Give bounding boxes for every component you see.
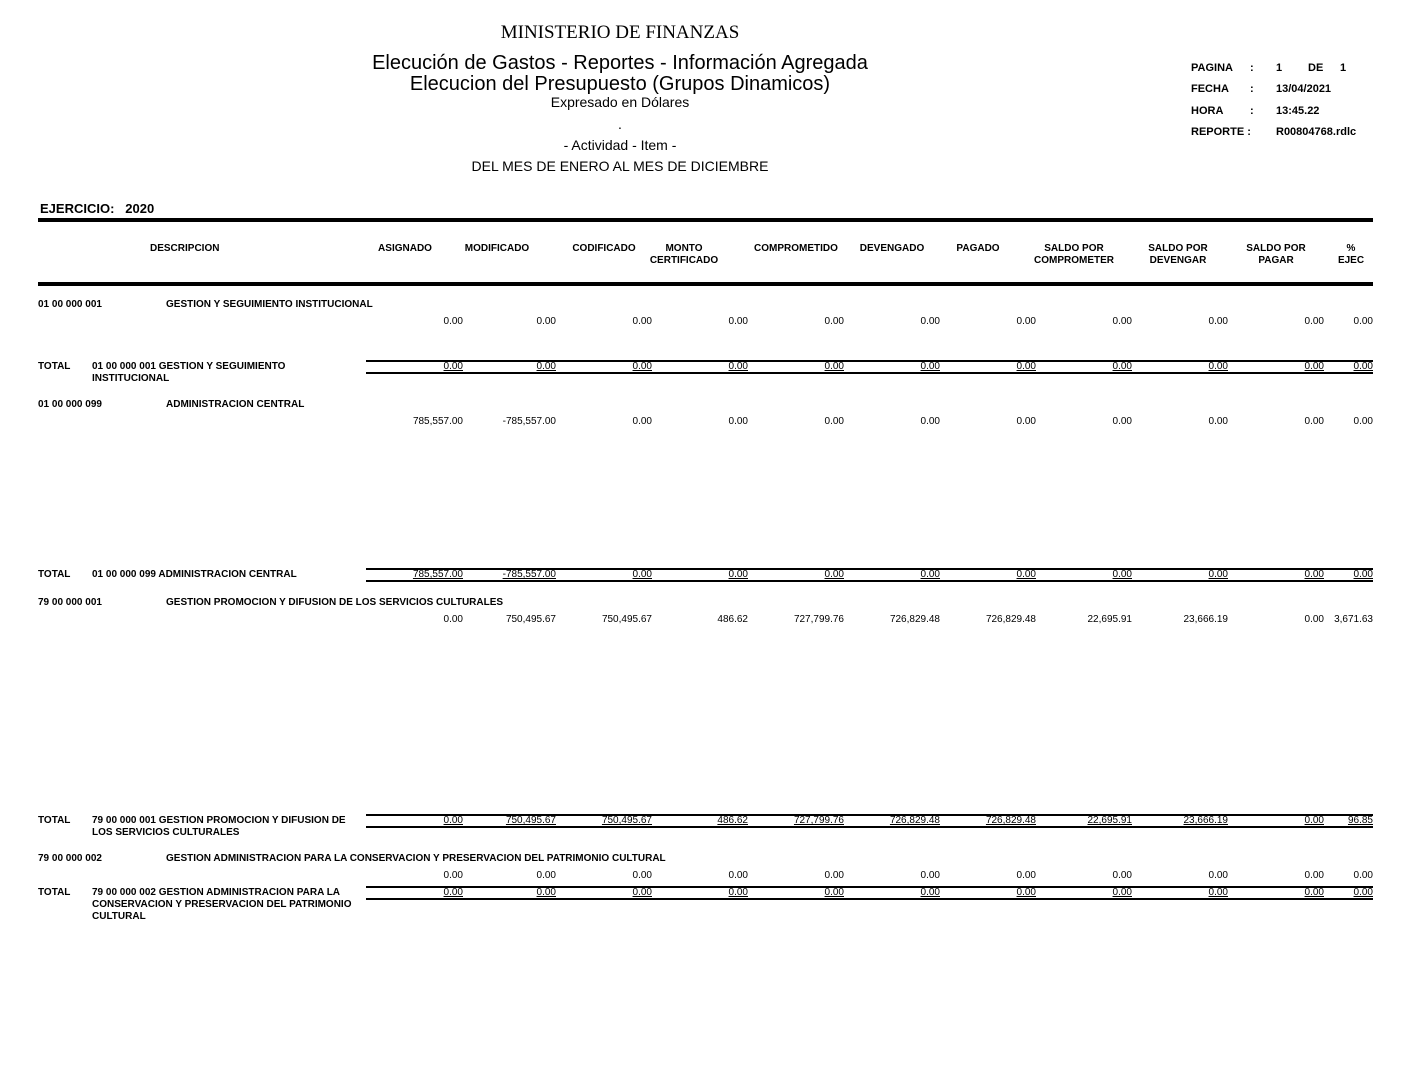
total-codificado: 0.00: [632, 361, 652, 372]
value-modificado: 750,495.67: [505, 614, 556, 625]
value-devengado: 0.00: [920, 316, 940, 327]
total-devengado: 0.00: [920, 361, 940, 372]
col-sc-line2: COMPROMETER: [1034, 255, 1114, 266]
value-codificado: 750,495.67: [601, 614, 652, 625]
value-comprometido: 0.00: [824, 416, 844, 427]
total-asignado: 0.00: [443, 361, 463, 372]
value-saldo-pagar: 0.00: [1304, 416, 1324, 427]
activity-code: 79 00 000 002: [38, 853, 102, 864]
reporte-label: REPORTE :: [1191, 126, 1251, 138]
total-comprometido: 0.00: [824, 361, 844, 372]
separator-dot: .: [618, 116, 622, 132]
value-saldo-pagar: 0.00: [1304, 316, 1324, 327]
value-comprometido: 727,799.76: [793, 614, 844, 625]
col-pe-line1: %: [1346, 243, 1356, 254]
ejercicio-label: [40, 201, 154, 216]
value-comprometido: 0.00: [824, 870, 844, 881]
total-bottom-rule: [366, 826, 1373, 828]
total-saldo-pagar: 0.00: [1304, 569, 1324, 580]
total-saldo-devengar: 0.00: [1208, 361, 1228, 372]
col-sc-line1: SALDO POR: [1044, 243, 1104, 254]
total-saldo-pagar: 0.00: [1304, 815, 1324, 826]
ejercicio-value: 2020: [125, 201, 155, 216]
hora-label: HORA: [1191, 105, 1224, 117]
value-saldo-devengar: 0.00: [1208, 316, 1228, 327]
value-saldo-devengar: 23,666.19: [1183, 614, 1228, 625]
value-devengado: 0.00: [920, 416, 940, 427]
col-comprometido: COMPROMETIDO: [754, 243, 838, 254]
hora-colon: :: [1250, 105, 1254, 117]
ejercicio-key: EJERCICIO:: [40, 201, 115, 216]
col-asignado: ASIGNADO: [378, 243, 432, 254]
value-comprometido: 0.00: [824, 316, 844, 327]
total-modificado: -785,557.00: [502, 569, 556, 580]
total-devengado: 0.00: [920, 569, 940, 580]
value-asignado: 0.00: [443, 614, 463, 625]
total-modificado: 0.00: [536, 887, 556, 898]
total-comprometido: 0.00: [824, 569, 844, 580]
total-saldo-pagar: 0.00: [1304, 361, 1324, 372]
col-pagado: PAGADO: [956, 243, 1000, 254]
value-saldo-comprometer: 22,695.91: [1087, 614, 1132, 625]
value-porcentaje-ejec: 0.00: [1353, 870, 1373, 881]
total-asignado: 0.00: [443, 815, 463, 826]
value-saldo-comprometer: 0.00: [1112, 316, 1132, 327]
total-codificado: 0.00: [632, 887, 652, 898]
value-asignado: 0.00: [443, 870, 463, 881]
total-saldo-comprometer: 0.00: [1112, 887, 1132, 898]
value-certificado: 486.62: [717, 614, 748, 625]
report-title: Elecución de Gastos - Reportes - Información Agregada: [372, 52, 868, 74]
value-devengado: 0.00: [920, 870, 940, 881]
total-certificado: 486.62: [717, 815, 748, 826]
value-saldo-pagar: 0.00: [1304, 614, 1324, 625]
total-bottom-rule: [366, 898, 1373, 900]
total-asignado: 0.00: [443, 887, 463, 898]
activity-name: GESTION ADMINISTRACION PARA LA CONSERVACION Y PRESERVACION DEL PATRIMONIO CULTURAL: [166, 853, 666, 864]
fecha-label: FECHA: [1191, 83, 1229, 95]
total-certificado: 0.00: [728, 887, 748, 898]
ministry-title: MINISTERIO DE FINANZAS: [500, 22, 740, 43]
total-label: TOTAL: [38, 887, 71, 898]
fecha-value: 13/04/2021: [1276, 83, 1332, 95]
total-saldo-devengar: 23,666.19: [1183, 815, 1228, 826]
total-label: TOTAL: [38, 361, 71, 372]
col-sp-line1: SALDO POR: [1246, 243, 1306, 254]
total-pagado: 0.00: [1016, 569, 1036, 580]
value-codificado: 0.00: [632, 416, 652, 427]
col-monto-certificado: [640, 243, 728, 267]
total-saldo-comprometer: 22,695.91: [1087, 815, 1132, 826]
total-devengado: 726,829.48: [889, 815, 940, 826]
activity-code: 79 00 000 001: [38, 597, 102, 608]
period-label: DEL MES DE ENERO AL MES DE DICIEMBRE: [471, 158, 769, 174]
total-saldo-devengar: 0.00: [1208, 887, 1228, 898]
value-codificado: 0.00: [632, 316, 652, 327]
value-pagado: 0.00: [1016, 316, 1036, 327]
value-devengado: 726,829.48: [889, 614, 940, 625]
fecha-colon: :: [1250, 83, 1254, 95]
value-pagado: 726,829.48: [985, 614, 1036, 625]
pagina-value: 1: [1276, 62, 1283, 74]
total-description: 79 00 000 002 GESTION ADMINISTRACION PARA LA CONSERVACION Y PRESERVACION DEL PATRIMONIO CULTURAL: [92, 887, 352, 922]
value-saldo-pagar: 0.00: [1304, 870, 1324, 881]
total-pagado: 0.00: [1016, 361, 1036, 372]
value-saldo-comprometer: 0.00: [1112, 870, 1132, 881]
col-porcentaje-ejec: [1332, 243, 1370, 267]
header-bottom-rule: [38, 282, 1373, 286]
total-saldo-devengar: 0.00: [1208, 569, 1228, 580]
value-modificado: 0.00: [536, 870, 556, 881]
value-certificado: 0.00: [728, 416, 748, 427]
activity-code: 01 00 000 099: [38, 399, 102, 410]
grouping-label: - Actividad - Item -: [563, 137, 677, 153]
total-label: TOTAL: [38, 569, 71, 580]
activity-name: ADMINISTRACION CENTRAL: [166, 399, 305, 410]
hora-value: 13:45.22: [1276, 105, 1320, 117]
value-saldo-devengar: 0.00: [1208, 416, 1228, 427]
total-modificado: 0.00: [536, 361, 556, 372]
total-modificado: 750,495.67: [505, 815, 556, 826]
col-pe-line2: EJEC: [1337, 255, 1365, 266]
total-codificado: 0.00: [632, 569, 652, 580]
col-codificado: CODIFICADO: [572, 243, 636, 254]
total-bottom-rule: [366, 372, 1373, 374]
total-codificado: 750,495.67: [601, 815, 652, 826]
col-saldo-devengar: [1138, 243, 1218, 267]
col-devengado: DEVENGADO: [859, 243, 925, 254]
value-certificado: 0.00: [728, 870, 748, 881]
total-porcentaje-ejec: 0.00: [1353, 569, 1373, 580]
col-modificado: MODIFICADO: [464, 243, 530, 254]
value-modificado: 0.00: [536, 316, 556, 327]
total-bottom-rule: [366, 580, 1373, 582]
value-porcentaje-ejec: 0.00: [1353, 416, 1373, 427]
value-porcentaje-ejec: 0.00: [1353, 316, 1373, 327]
total-porcentaje-ejec: 0.00: [1353, 361, 1373, 372]
col-descripcion: DESCRIPCION: [150, 243, 220, 254]
value-saldo-devengar: 0.00: [1208, 870, 1228, 881]
col-saldo-comprometer: [1026, 243, 1122, 267]
pagina-label: PAGINA: [1191, 62, 1233, 74]
de-value: 1: [1340, 62, 1347, 74]
value-codificado: 0.00: [632, 870, 652, 881]
total-description: 01 00 000 099 ADMINISTRACION CENTRAL: [92, 569, 297, 580]
value-pagado: 0.00: [1016, 416, 1036, 427]
value-porcentaje-ejec: 3,671.63: [1334, 614, 1373, 625]
value-modificado: -785,557.00: [502, 416, 556, 427]
value-saldo-comprometer: 0.00: [1112, 416, 1132, 427]
col-monto-line1: MONTO: [665, 243, 703, 254]
total-saldo-comprometer: 0.00: [1112, 569, 1132, 580]
total-pagado: 0.00: [1016, 887, 1036, 898]
activity-code: 01 00 000 001: [38, 299, 102, 310]
total-porcentaje-ejec: 96.85: [1347, 815, 1373, 826]
col-saldo-pagar: [1236, 243, 1316, 267]
header-top-rule: [38, 218, 1373, 222]
report-subtitle: Elecucion del Presupuesto (Grupos Dinamicos): [409, 73, 831, 95]
activity-name: GESTION PROMOCION Y DIFUSION DE LOS SERVICIOS CULTURALES: [166, 597, 504, 608]
reporte-value: R00804768.rdlc: [1276, 126, 1357, 138]
value-asignado: 785,557.00: [412, 416, 463, 427]
total-description: 01 00 000 001 GESTION Y SEGUIMIENTO INSTITUCIONAL: [92, 361, 286, 384]
pagina-colon: :: [1250, 62, 1254, 74]
total-description: 79 00 000 001 GESTION PROMOCION Y DIFUSION DE LOS SERVICIOS CULTURALES: [92, 815, 346, 838]
col-sp-line2: PAGAR: [1258, 255, 1294, 266]
total-comprometido: 0.00: [824, 887, 844, 898]
total-asignado: 785,557.00: [412, 569, 463, 580]
total-pagado: 726,829.48: [985, 815, 1036, 826]
total-saldo-pagar: 0.00: [1304, 887, 1324, 898]
value-asignado: 0.00: [443, 316, 463, 327]
de-label: DE: [1308, 62, 1324, 74]
total-saldo-comprometer: 0.00: [1112, 361, 1132, 372]
activity-name: GESTION Y SEGUIMIENTO INSTITUCIONAL: [166, 299, 373, 310]
total-porcentaje-ejec: 0.00: [1353, 887, 1373, 898]
col-monto-line2: CERTIFICADO: [649, 255, 719, 266]
total-certificado: 0.00: [728, 361, 748, 372]
col-sd-line2: DEVENGAR: [1149, 255, 1207, 266]
total-label: TOTAL: [38, 815, 71, 826]
value-pagado: 0.00: [1016, 870, 1036, 881]
currency-note: Expresado en Dólares: [550, 94, 690, 110]
total-certificado: 0.00: [728, 569, 748, 580]
total-devengado: 0.00: [920, 887, 940, 898]
total-comprometido: 727,799.76: [793, 815, 844, 826]
col-sd-line1: SALDO POR: [1148, 243, 1208, 254]
value-certificado: 0.00: [728, 316, 748, 327]
